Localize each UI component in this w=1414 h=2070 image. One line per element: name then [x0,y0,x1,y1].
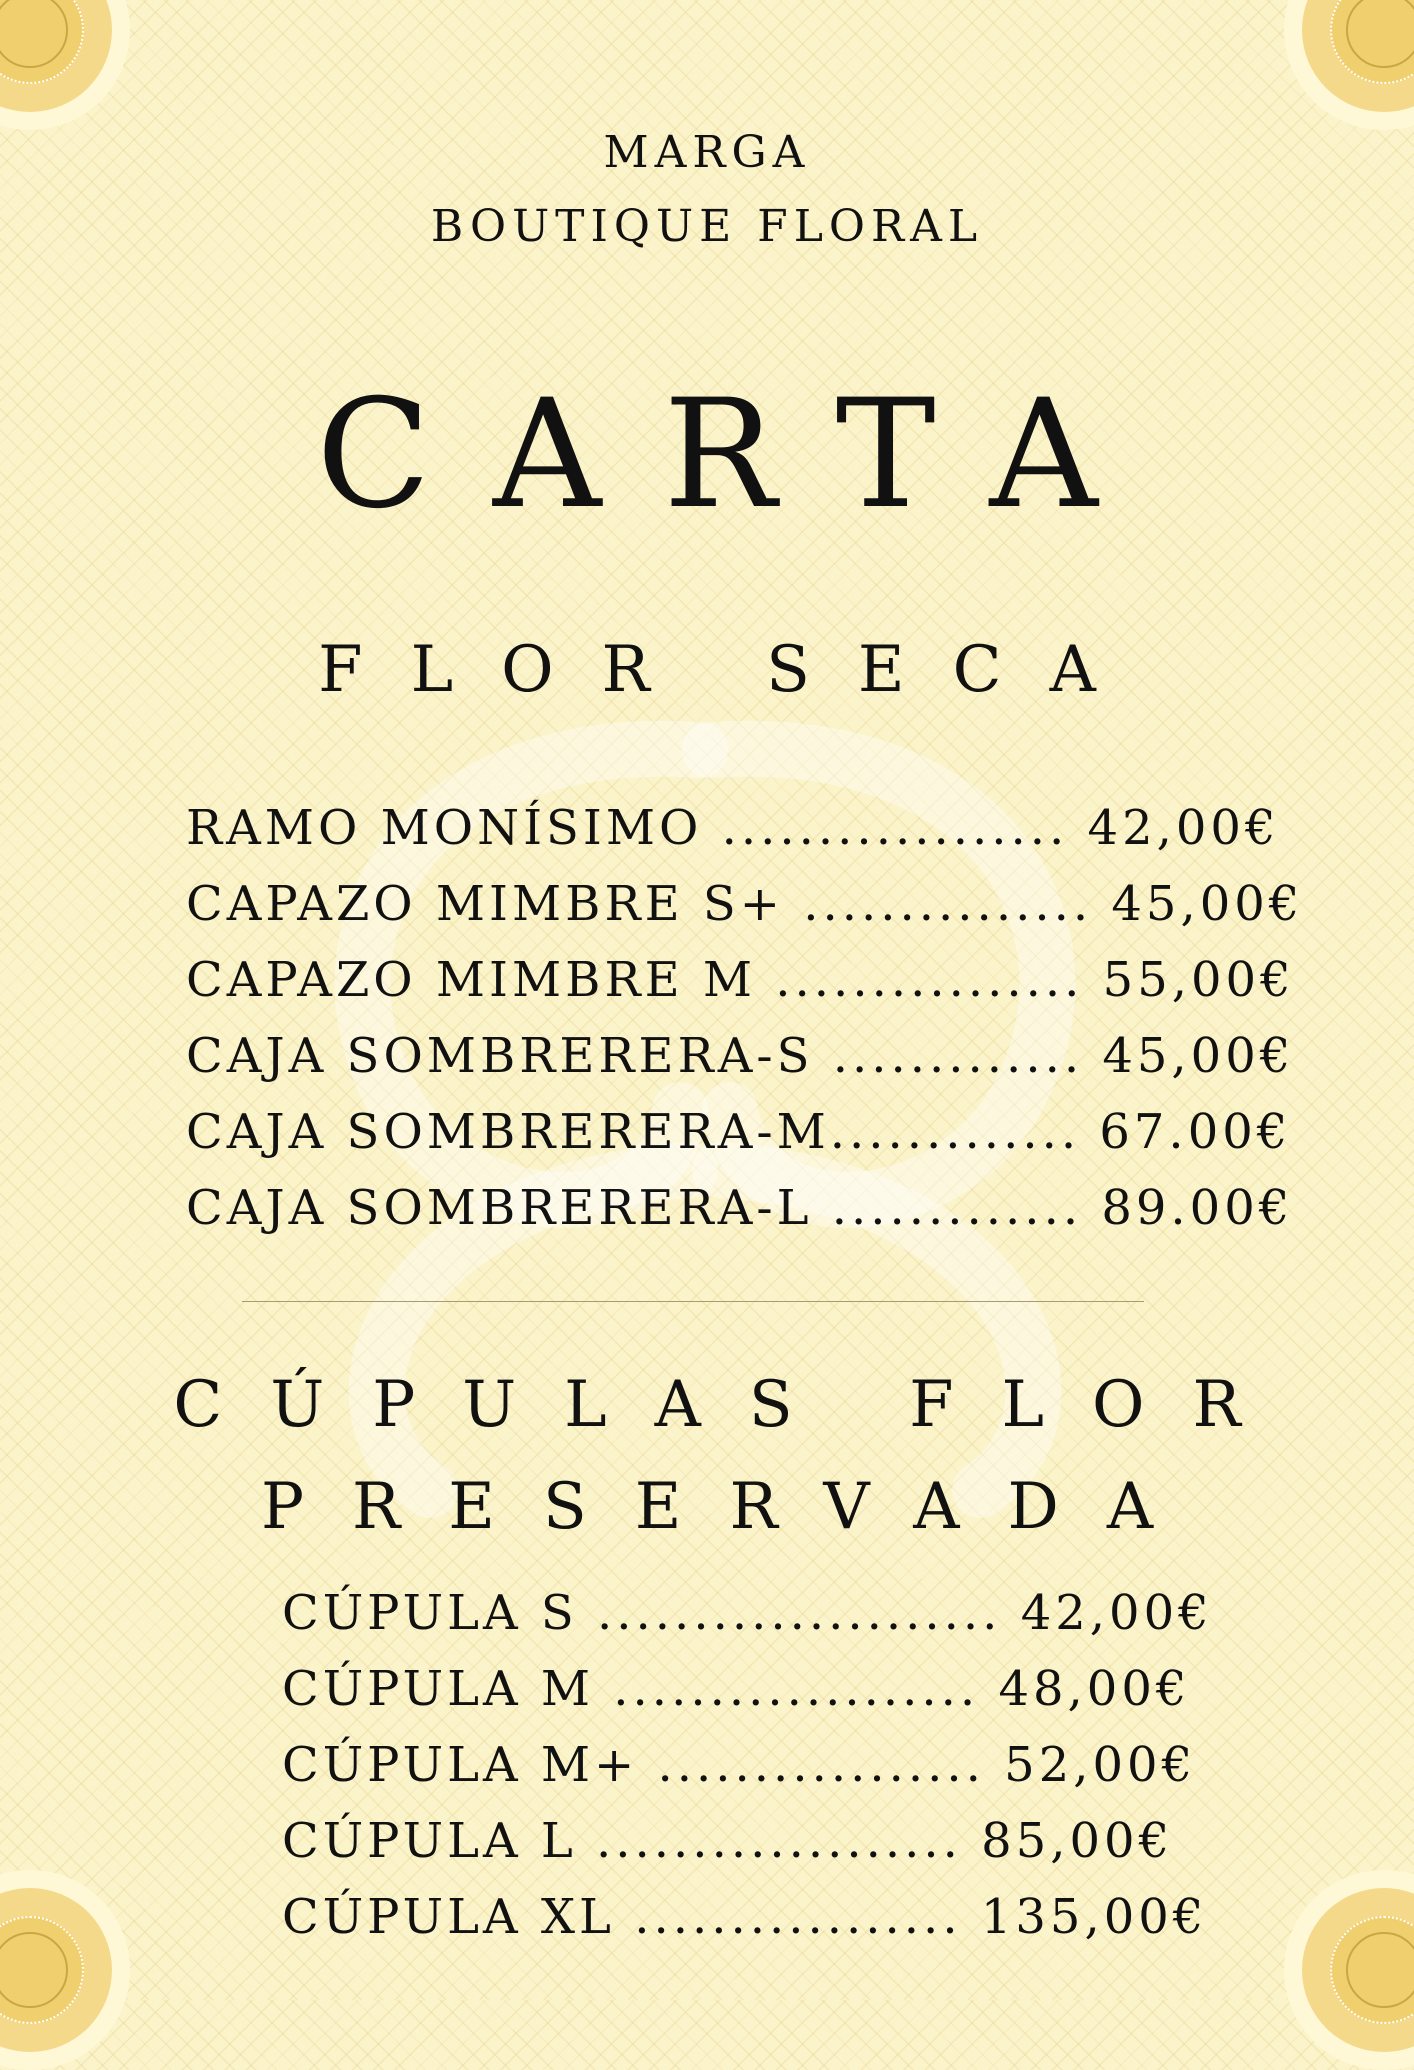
corner-flower-decoration-top-right [1284,0,1414,130]
corner-flower-decoration-top-left [0,0,130,130]
section-heading-cupulas-line2: PRESERVADA [260,1470,1202,1544]
section-heading-cupulas-line1: CÚPULAS FLOR [173,1368,1289,1442]
menu-item: RAMO MONÍSIMO .................. 42,00€ [186,800,1280,856]
menu-item: CAPAZO MIMBRE M ................ 55,00€ [186,952,1295,1008]
corner-flower-decoration-bottom-right [1284,1870,1414,2070]
menu-list-cupulas [282,1575,1213,1955]
menu-list-flor-seca [186,790,1303,1246]
menu-item: CÚPULA S ..................... 42,00€ [282,1585,1213,1641]
brand-subtitle: BOUTIQUE FLORAL [430,201,984,252]
menu-item: CÚPULA M+ ................. 52,00€ [282,1737,1197,1793]
menu-item: CÚPULA L ................... 85,00€ [282,1813,1174,1869]
brand-name: MARGA [603,127,811,178]
corner-flower-decoration-bottom-left [0,1870,130,2070]
menu-item: CAPAZO MIMBRE S+ ............... 45,00€ [186,876,1304,932]
menu-item: CAJA SOMBRERERA-S ............. 45,00€ [186,1028,1295,1084]
menu-item: CAJA SOMBRERERA-L ............. 89.00€ [186,1180,1294,1236]
menu-item: CÚPULA XL ................. 135,00€ [282,1889,1208,1945]
menu-item: CAJA SOMBRERERA-M............. 67.00€ [186,1104,1292,1160]
menu-item: CÚPULA M ................... 48,00€ [282,1661,1191,1717]
page-title: CARTA [316,368,1160,542]
section-divider [242,1301,1144,1302]
section-heading-flor-seca: FLOR SECA [318,633,1144,707]
